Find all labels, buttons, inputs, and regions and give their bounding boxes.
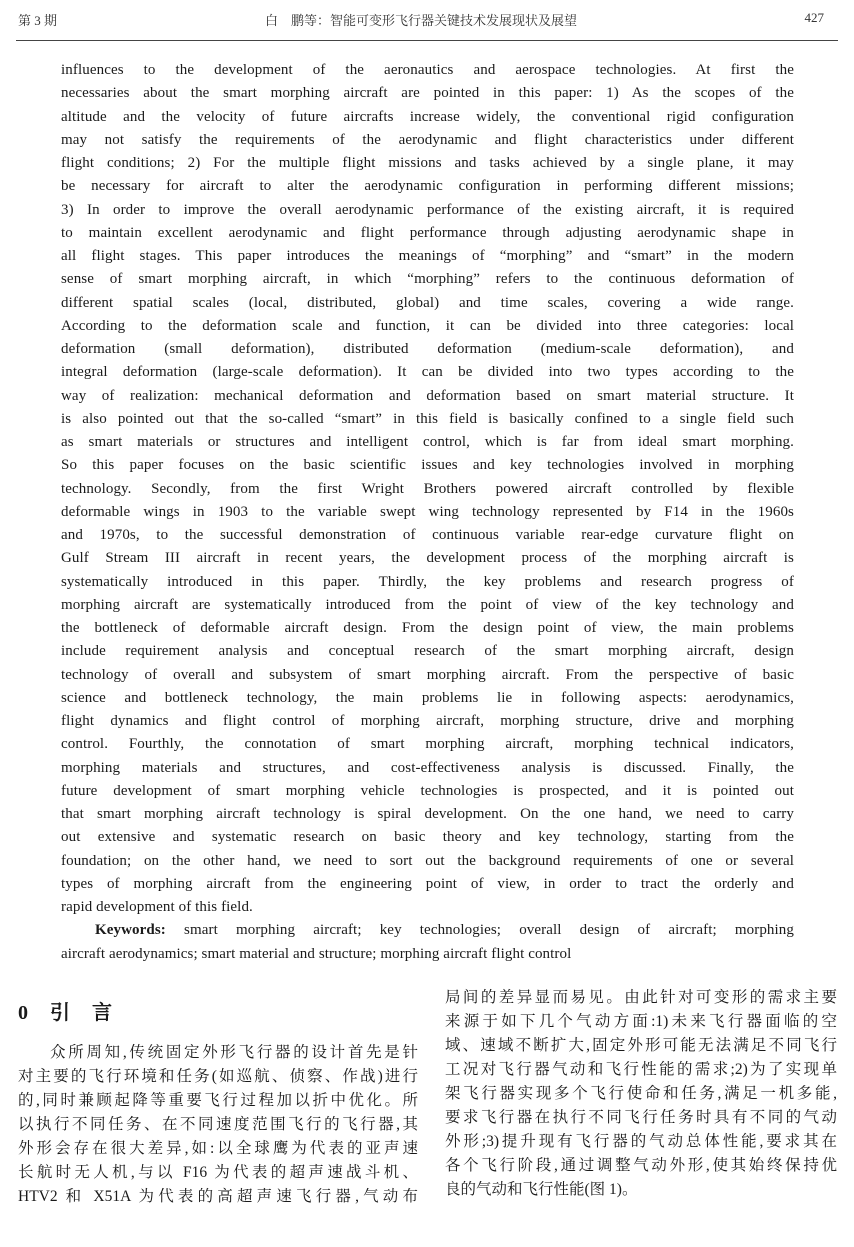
text-line: 长航时无人机,与以 F16 为代表的超声速战斗机、 — [18, 1164, 418, 1181]
text-line: 外形;3)提升现有飞行器的气动总体性能,要求其在 — [445, 1133, 837, 1150]
text-line: sense of smart morphing aircraft, in which “morphing” refers to the continuous deformation of — [61, 271, 794, 288]
text-line: 对主要的飞行环境和任务(如巡航、侦察、作战)进行 — [18, 1068, 418, 1085]
text-line: integral deformation (large-scale deformation). It can be divided into two types according to the — [61, 364, 794, 381]
issue-label: 第 3 期 — [18, 13, 58, 28]
text-line: deformable wings in 1903 to the variable swept wing technology represented by F14 in the 1960s — [61, 503, 794, 520]
text-line: include requirement analysis and conceptual research of the smart morphing aircraft, design — [61, 643, 794, 660]
text-line: science and bottleneck technology, the main problems lie in following aspects: aerodynamics, — [61, 689, 794, 706]
text-line: future development of smart morphing vehicle technologies is prospected, and it is pointed out — [61, 782, 794, 799]
text-line: technology of overall and subsystem of smart morphing aircraft. From the perspective of basic — [61, 666, 794, 683]
text-line: and 1970s, to the successful demonstration of continuous variable rear-edge curvature flight on — [61, 527, 794, 543]
running-title: 白 鹏等：智能可变形飞行器关键技术发展现状及展望 — [264, 13, 577, 28]
keywords-line-1 — [61, 919, 794, 942]
text-line: 域、速域不断扩大,固定外形可能无法满足不同飞行 — [445, 1037, 837, 1054]
text-line: foundation; on the other hand, we need to sort out the background requirements of one or several — [61, 852, 794, 869]
text-line: According to the deformation scale and function, it can be divided into three categories: local — [61, 317, 794, 334]
text-line: altitude and the velocity of future aircrafts increase widely, the conventional rigid configuration — [61, 108, 794, 125]
text-line: 3) In order to improve the overall aerodynamic performance of the existing aircraft, it is required — [61, 201, 794, 218]
text-line: different spatial scales (local, distributed, global) and time scales, covering a wide range. — [61, 294, 794, 311]
text-line: that smart morphing aircraft technology is spiral development. On the one hand, we need to carry — [61, 806, 794, 822]
text-line: 来源于如下几个气动方面:1)未来飞行器面临的空 — [445, 1013, 837, 1030]
page-number: 427 — [804, 10, 824, 25]
text-line: 良的气动和飞行性能(图 1)。 — [445, 1181, 638, 1198]
section-title-char-2: 言 — [92, 1002, 112, 1024]
header-rule — [16, 40, 838, 41]
text-line: rapid development of this field. — [61, 899, 253, 915]
text-line: morphing materials and structures, and cost-effectiveness analysis is discussed. Finally, the — [61, 759, 794, 776]
text-line: deformation (small deformation), distributed deformation (medium-scale deformation), and — [61, 341, 794, 357]
text-line: Gulf Stream III aircraft in recent years, the development process of the morphing aircraft is — [61, 550, 794, 567]
text-line: 的,同时兼顾起降等重要飞行过程加以折中优化。所 — [18, 1092, 418, 1109]
text-line: technology. Secondly, from the first Wright Brothers powered aircraft controlled by flexible — [61, 480, 794, 497]
text-line: HTV2 和 X51A 为代表的高超声速飞行器,气动布 — [18, 1188, 418, 1205]
text-line: flight dynamics and flight control of morphing aircraft, morphing structure, drive and morphing — [61, 713, 794, 729]
keywords-text: smart morphing aircraft; key technologies; overall design of aircraft; morphing — [165, 922, 794, 939]
text-line: to maintain excellent aerodynamic and flight performance through adjusting aerodynamic shape in — [61, 224, 794, 241]
text-line: is also pointed out that the so-called “smart” in this field is basically confined to a single field such — [61, 410, 794, 427]
section-number: 0 — [18, 1002, 28, 1024]
right-column — [445, 986, 837, 1202]
text-line: as smart materials or structures and intelligent control, which is far from ideal smart morphing. — [61, 434, 794, 450]
text-line: 以执行不同任务、在不同速度范围飞行的飞行器,其 — [18, 1116, 418, 1133]
text-line: influences to the development of the aeronautics and aerospace technologies. At first the — [61, 62, 794, 78]
text-line: 架飞行器实现多个飞行使命和任务,满足一机多能, — [445, 1085, 837, 1102]
section-title-char-1: 引 — [50, 1002, 70, 1024]
text-line: out extensive and systematic research on basic theory and key technology, starting from the — [61, 829, 794, 846]
text-line: So this paper focuses on the basic scientific issues and key technologies involved in morphing — [61, 457, 794, 474]
text-line: 外形会存在很大差异,如:以全球鹰为代表的亚声速 — [18, 1140, 418, 1157]
text-line: may not satisfy the requirements of the aerodynamic and flight characteristics under different — [61, 131, 794, 148]
text-line: 众所周知,传统固定外形飞行器的设计首先是针 — [50, 1044, 418, 1061]
text-line: 局间的差异显而易见。由此针对可变形的需求主要 — [445, 989, 837, 1006]
text-line: 工况对飞行器气动和飞行性能的需求;2)为了实现单 — [445, 1061, 837, 1078]
text-line: be necessary for aircraft to alter the aerodynamic configuration in performing different missions; — [61, 178, 794, 195]
text-line: flight conditions; 2) For the multiple flight missions and tasks achieved by a single plane, it may — [61, 155, 794, 171]
text-line: control. Fourthly, the connotation of smart morphing aircraft, morphing technical indicators, — [61, 736, 794, 753]
section-heading — [18, 995, 418, 1031]
left-column — [18, 995, 418, 1209]
text-line: morphing aircraft are systematically introduced from the point of view of the key technology and — [61, 596, 794, 613]
keywords-label: Keywords: — [95, 922, 166, 939]
text-line: 各个飞行阶段,通过调整气动外形,使其始终保持优 — [445, 1157, 837, 1174]
running-header — [18, 10, 824, 30]
text-line: 要求飞行器在执行不同飞行任务时具有不同的气动 — [445, 1109, 837, 1126]
keywords-line-2: aircraft aerodynamics; smart material and structure; morphing aircraft flight control — [61, 945, 572, 962]
text-line: types of morphing aircraft from the engineering point of view, in order to tract the orderly and — [61, 875, 794, 892]
english-abstract — [61, 59, 794, 966]
text-line: necessaries about the smart morphing aircraft are pointed in this paper: 1) As the scopes of the — [61, 85, 794, 102]
text-line: the bottleneck of deformable aircraft design. From the design point of view, the main problems — [61, 620, 794, 636]
text-line: way of realization: mechanical deformation and deformation based on smart material structure. It — [61, 387, 794, 404]
text-line: all flight stages. This paper introduces the meanings of “morphing” and “smart” in the modern — [61, 248, 794, 264]
text-line: systematically introduced in this paper. Thirdly, the key problems and research progress of — [61, 573, 794, 590]
